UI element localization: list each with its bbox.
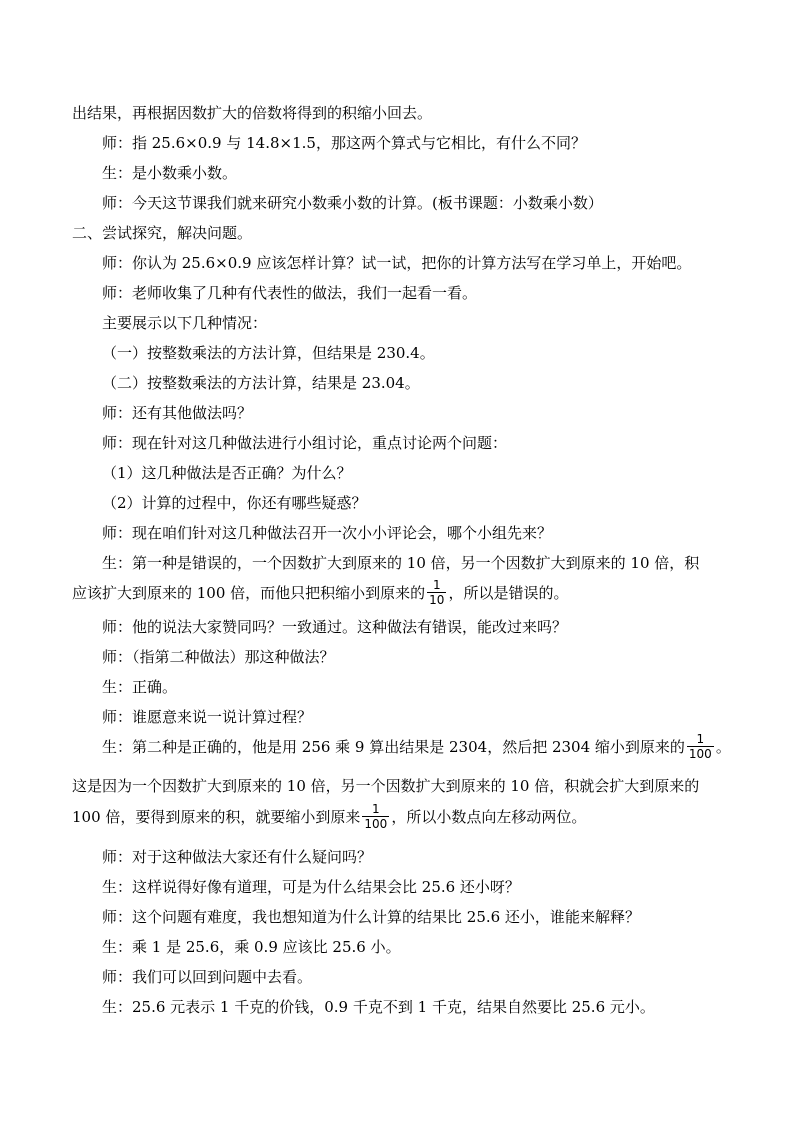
fraction-one-tenth [427, 578, 446, 607]
text-line: 师：这个问题有难度，我也想知道为什么计算的结果比 25.6 还小，谁能来解释？ [102, 908, 640, 926]
text-line: 师：你认为 25.6×0.9 应该怎样计算？试一试，把你的计算方法写在学习单上，开始吧。 [102, 254, 692, 272]
text-line: 这是因为一个因数扩大到原来的 10 倍，另一个因数扩大到原来的 10 倍，积就会扩大到原来的 [72, 777, 700, 795]
text-line: 师：今天这节课我们就来研究小数乘小数的计算。(板书课题：小数乘小数） [102, 194, 603, 212]
fraction-denominator: 100 [688, 746, 712, 761]
text-line: 生：25.6 元表示 1 千克的价钱，0.9 千克不到 1 千克，结果自然要比 25.6 元小。 [102, 998, 655, 1016]
text-line: 生：正确。 [102, 678, 178, 696]
text-line: 出结果，再根据因数扩大的倍数将得到的积缩小回去。 [72, 104, 433, 122]
text-line: 生：乘 1 是 25.6，乘 0.9 应该比 25.6 小。 [102, 938, 401, 956]
text-line: 师：指 25.6×0.9 与 14.8×1.5，那这两个算式与它相比，有什么不同？ [102, 134, 586, 152]
text-span: 100 倍，要得到原来的积，就要缩小到原来 [72, 808, 361, 826]
fraction-numerator: 1 [372, 801, 380, 816]
fraction-denominator: 10 [429, 592, 445, 607]
text-span: 生：第二种是正确的，他是用 256 乘 9 算出结果是 2304，然后把 2304 缩小到原来的 [102, 738, 685, 756]
text-line: 师：现在咱们针对这几种做法召开一次小小评论会，哪个小组先来？ [102, 524, 553, 542]
text-line: 师：（指第二种做法）那这种做法？ [102, 648, 335, 666]
text-line: 师：对于这种做法大家还有什么疑问吗？ [102, 848, 373, 866]
text-line: 师：我们可以回到问题中去看。 [102, 968, 313, 986]
text-span: ，所以小数点向左移动两位。 [391, 808, 587, 826]
fraction-one-hundredth [687, 732, 714, 761]
fraction-numerator: 1 [432, 577, 441, 592]
section-heading: 二、尝试探究，解决问题。 [72, 224, 253, 242]
text-line: 生：是小数乘小数。 [102, 164, 238, 182]
text-line: 师：还有其他做法吗？ [102, 404, 253, 422]
text-line: （一）按整数乘法的方法计算，但结果是 230.4。 [102, 344, 435, 362]
text-line: （2）计算的过程中，你还有哪些疑惑？ [102, 494, 367, 512]
text-line: 主要展示以下几种情况： [102, 314, 268, 332]
text-line: （二）按整数乘法的方法计算，结果是 23.04。 [102, 374, 420, 392]
text-line: 师：老师收集了几种有代表性的做法，我们一起看一看。 [102, 284, 478, 302]
fraction-denominator: 100 [364, 816, 388, 831]
text-line: 生：这样说得好像有道理，可是为什么结果会比 25.6 还小呀？ [102, 878, 520, 896]
text-span: 应该扩大到原来的 100 倍，而他只把积缩小到原来的 [72, 584, 426, 602]
text-line-with-fraction [72, 802, 732, 833]
text-span: ，所以是错误的。 [448, 584, 569, 602]
text-line-with-fraction [102, 732, 732, 763]
text-span: 。 [715, 738, 731, 756]
text-line: （1）这几种做法是否正确？为什么？ [102, 464, 352, 482]
text-line: 师：现在针对这几种做法进行小组讨论，重点讨论两个问题： [102, 434, 508, 452]
text-line-with-fraction [72, 578, 732, 609]
fraction-one-hundredth [362, 802, 389, 831]
text-line: 师：谁愿意来说一说计算过程？ [102, 708, 313, 726]
fraction-numerator: 1 [696, 731, 705, 746]
text-line: 师：他的说法大家赞同吗？一致通过。这种做法有错误，能改过来吗？ [102, 618, 568, 636]
text-line: 生：第一种是错误的，一个因数扩大到原来的 10 倍，另一个因数扩大到原来的 10 倍，积 [102, 554, 700, 572]
